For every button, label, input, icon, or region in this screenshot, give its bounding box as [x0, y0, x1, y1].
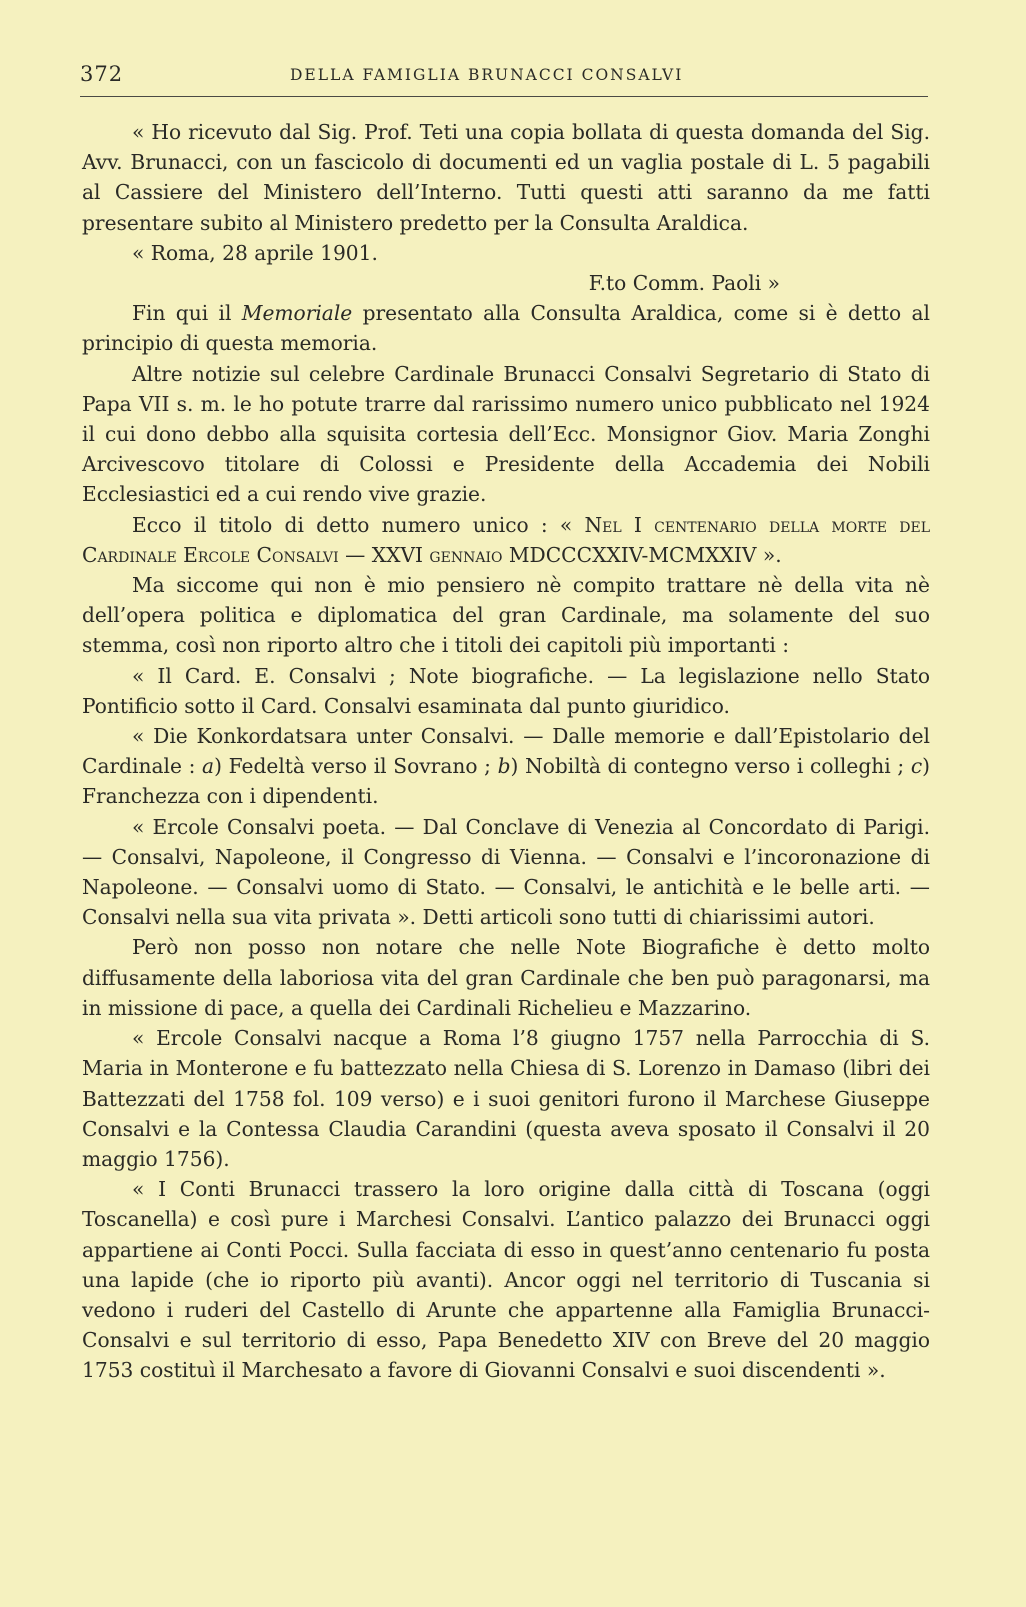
- paragraph-text: ».: [756, 542, 782, 567]
- running-header: [80, 58, 930, 88]
- paragraph-text: « Il Card. E. Consalvi ; Note biografiche. — La legislazione nello Stato Pontificio sotto il Card. Consalvi esaminata dal punto giuridico.: [82, 663, 930, 718]
- signature: F.to Comm. Paoli »: [588, 271, 780, 296]
- paragraph-text: Altre notizie sul celebre Cardinale Brunacci Consalvi Segretario di Stato di Papa VII s. m. le ho potute trarre dal rarissimo numero unico pubblicato nel 1924 il cui dono debbo alla squisita cortesia dell’Ecc. Monsignor Giov. Maria Zonghi Arcivescovo titolare di Colossi e Presidente della Accademia dei Nobili Ecclesiastici ed a cui rendo vive grazie.: [82, 361, 930, 507]
- paragraph-text: « Ho ricevuto dal Sig. Prof. Teti una copia bollata di questa domanda del Sig. Avv. Brunacci, con un fascicolo di documenti ed un vaglia postale di L. 5 pagabili al Cassiere del Ministero dell’Interno. Tutti questi atti saranno da me fatti presentare subito al Ministero predetto per la Consulta Araldica.: [82, 120, 930, 235]
- header-rule: [80, 96, 928, 97]
- paragraph: [82, 661, 930, 721]
- paragraph-text: ) Nobiltà di contegno verso i colleghi ;: [510, 754, 911, 779]
- small-caps-title: Nel I centenario della morte del Cardinale Ercole Consalvi — XXVI gennaio MDCCCXXIV-MCMXXIV: [82, 512, 930, 567]
- paragraph: [82, 359, 930, 510]
- italic-title: Memoriale: [241, 301, 353, 326]
- italic-letter: a: [202, 754, 215, 779]
- paragraph-dateline: [82, 238, 930, 268]
- paragraph: [82, 1174, 930, 1385]
- paragraph-text: « Ercole Consalvi nacque a Roma l’8 giugno 1757 nella Parrocchia di S. Maria in Monterone e fu battezzato nella Chiesa di S. Lorenzo in Damaso (libri dei Battezzati del 1758 fol. 109 verso) e i suoi genitori furono il Marchese Giuseppe Consalvi e la Contessa Claudia Carandini (questa aveva sposato il Consalvi il 20 maggio 1756).: [82, 1026, 930, 1171]
- body-text: [82, 117, 930, 1386]
- paragraph: [82, 510, 930, 570]
- paragraph: [82, 570, 930, 661]
- italic-letter: b: [497, 754, 511, 779]
- paragraph-text: Ma siccome qui non è mio pensiero nè compito trattare nè della vita nè dell’opera politica e diplomatica del gran Cardinale, ma solamente del suo stemma, così non riporto altro che i titoli dei capitoli più importanti :: [82, 573, 930, 658]
- paragraph: [82, 298, 930, 358]
- paragraph-text: Fin qui il: [132, 301, 242, 326]
- page-number: 372: [80, 62, 124, 86]
- italic-letter: c: [910, 754, 923, 779]
- paragraph-text: ) Fedeltà verso il Sovrano ;: [214, 754, 498, 779]
- paragraph-text: « Die Konkordatsara unter Consalvi. — Dalle memorie e dall’Epistolario del Cardinale :: [82, 724, 930, 779]
- paragraph: [82, 1023, 930, 1174]
- paragraph-text: ) Franchezza con i dipendenti.: [82, 754, 931, 809]
- paragraph-text: « Ercole Consalvi poeta. — Dal Conclave di Venezia al Concordato di Parigi. — Consalvi, Napoleone, il Congresso di Vienna. — Consalvi e l’incoronazione di Napoleone. — Consalvi uomo di Stato. — Consalvi, le antichità e le belle arti. — Consalvi nella sua vita privata ». Detti articoli sono tutti di chiarissimi autori.: [82, 814, 930, 930]
- paragraph: [82, 812, 930, 933]
- paragraph-signature: [82, 268, 930, 298]
- dateline: « Roma, 28 aprile 1901.: [132, 240, 378, 265]
- paragraph-text: Ecco il titolo di detto numero unico : «: [132, 512, 585, 537]
- paragraph: [82, 721, 930, 812]
- paragraph: [82, 932, 930, 1023]
- paragraph: [82, 117, 930, 238]
- paragraph-text: presentato alla Consulta Araldica, come si è detto al principio di questa memoria.: [82, 301, 930, 356]
- paragraph-text: Però non posso non notare che nelle Note Biografiche è detto molto diffusamente della laboriosa vita del gran Cardinale che ben può paragonarsi, ma in missione di pace, a quella dei Cardinali Richelieu e Mazzarino.: [82, 935, 930, 1020]
- running-title: DELLA FAMIGLIA BRUNACCI CONSALVI: [290, 66, 684, 84]
- paragraph-text: « I Conti Brunacci trassero la loro origine dalla città di Toscana (oggi Toscanella) e così pure i Marchesi Consalvi. L’antico palazzo dei Brunacci oggi appartiene ai Conti Pocci. Sulla facciata di esso in quest’anno centenario fu posta una lapide (che io riporto più avanti). Ancor oggi nel territorio di Tuscania si vedono i ruderi del Castello di Arunte che appartenne alla Famiglia Brunacci-Consalvi e sul territorio di esso, Papa Benedetto XIV con Breve del 20 maggio 1753 costituì il Marchesato a favore di Giovanni Consalvi e suoi discendenti ».: [82, 1177, 930, 1383]
